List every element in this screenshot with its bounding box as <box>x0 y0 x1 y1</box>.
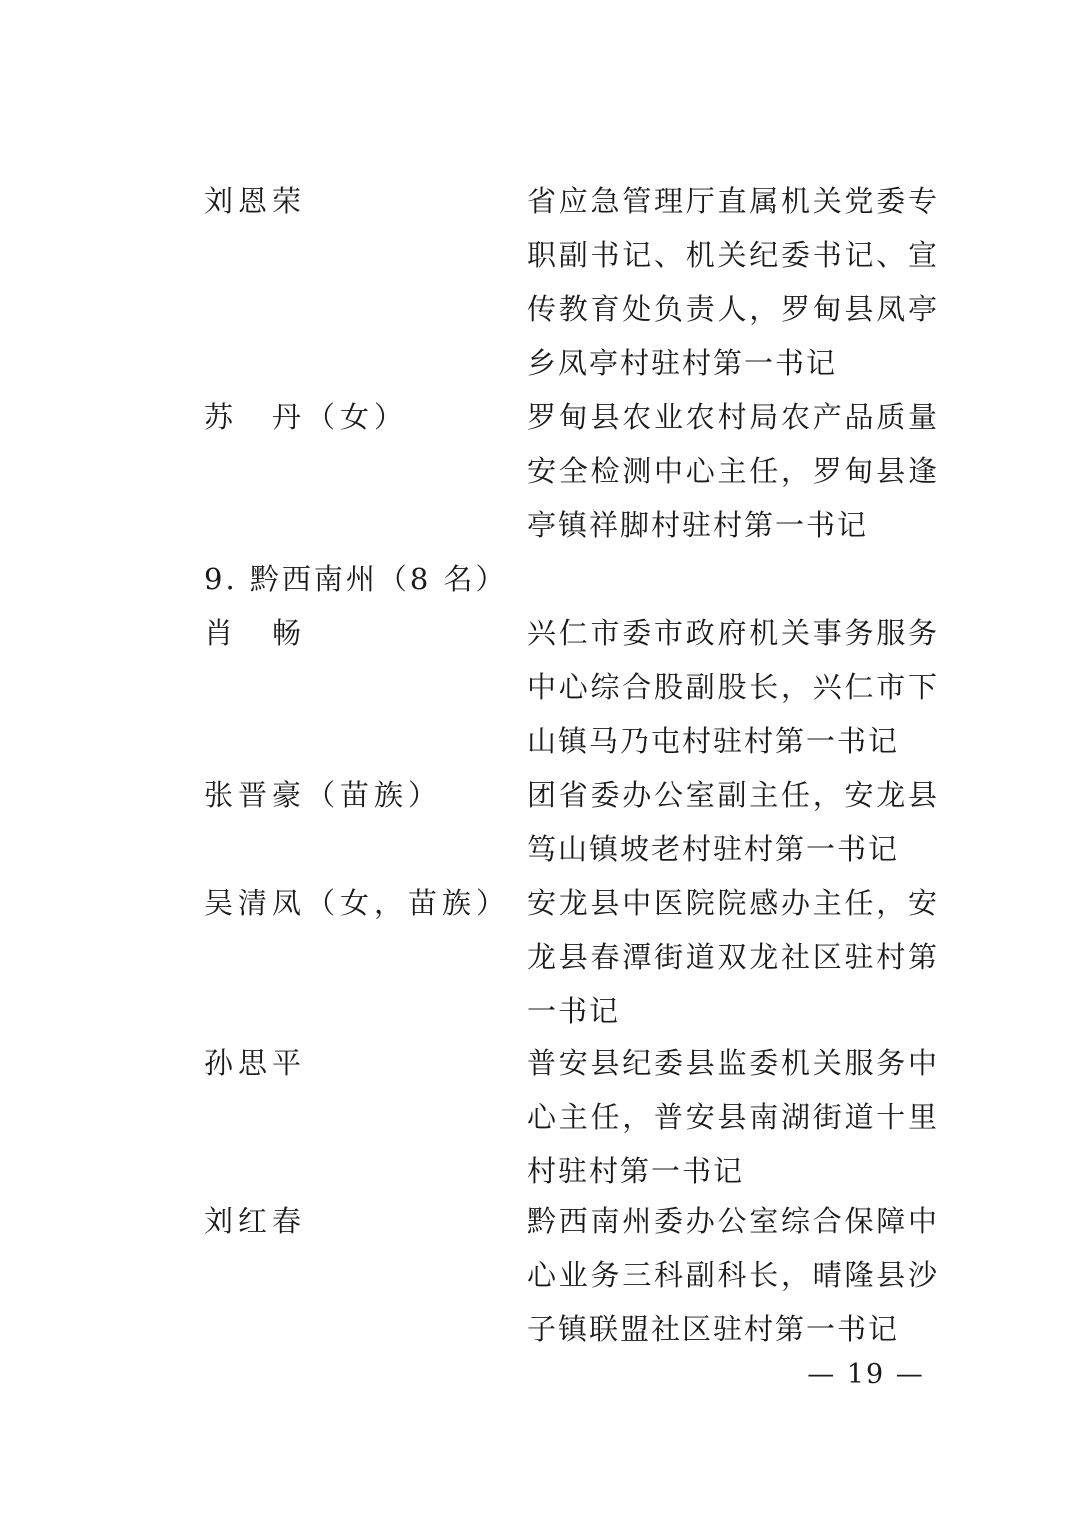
entry-name: 孙思平 <box>204 1046 307 1080</box>
section-heading: 9. 黔西南州（8 名） <box>204 562 508 596</box>
description-line: 黔西南州委办公室综合保障中 <box>527 1204 939 1238</box>
description-line: 团省委办公室副主任，安龙县 <box>527 778 939 812</box>
entry-description <box>527 876 939 1038</box>
description-line: 兴仁市委市政府机关事务服务 <box>527 616 939 650</box>
description-line: 龙县春潭街道双龙社区驻村第 <box>527 940 939 974</box>
description-line: 职副书记、机关纪委书记、宣 <box>527 238 939 272</box>
entry-description <box>527 1036 939 1198</box>
description-line: 心业务三科副科长，晴隆县沙 <box>527 1258 939 1292</box>
entry-name: 刘红春 <box>204 1204 307 1238</box>
entry-name: 苏 丹（女） <box>204 400 409 434</box>
description-line: 笃山镇坡老村驻村第一书记 <box>527 832 900 866</box>
description-line: 亭镇祥脚村驻村第一书记 <box>527 508 869 542</box>
description-line: 普安县纪委县监委机关服务中 <box>527 1046 939 1080</box>
entry-name: 肖 畅 <box>204 616 307 650</box>
entry-description <box>527 606 939 768</box>
description-line: 村驻村第一书记 <box>527 1154 745 1188</box>
description-line: 乡凤亭村驻村第一书记 <box>527 346 838 380</box>
entry-description <box>527 390 939 552</box>
description-line: 省应急管理厅直属机关党委专 <box>527 184 939 218</box>
description-line: 安全检测中心主任，罗甸县逢 <box>527 454 939 488</box>
description-line: 罗甸县农业农村局农产品质量 <box>527 400 939 434</box>
entry-description <box>527 768 939 876</box>
description-line: 中心综合股副股长，兴仁市下 <box>527 670 939 704</box>
description-line: 子镇联盟社区驻村第一书记 <box>527 1312 900 1346</box>
entry-name: 刘恩荣 <box>204 184 307 218</box>
entry-description <box>527 1194 939 1356</box>
description-line: 山镇马乃屯村驻村第一书记 <box>527 724 900 758</box>
description-line: 安龙县中医院院感办主任，安 <box>527 886 939 920</box>
description-line: 心主任，普安县南湖街道十里 <box>527 1100 939 1134</box>
entry-description <box>527 174 939 390</box>
entry-name: 吴清凤（女，苗族） <box>204 886 511 920</box>
entry-name: 张晋豪（苗族） <box>204 778 443 812</box>
description-line: 一书记 <box>527 994 621 1028</box>
page-number: — 19 — <box>807 1359 925 1390</box>
description-line: 传教育处负责人，罗甸县凤亭 <box>527 292 939 326</box>
